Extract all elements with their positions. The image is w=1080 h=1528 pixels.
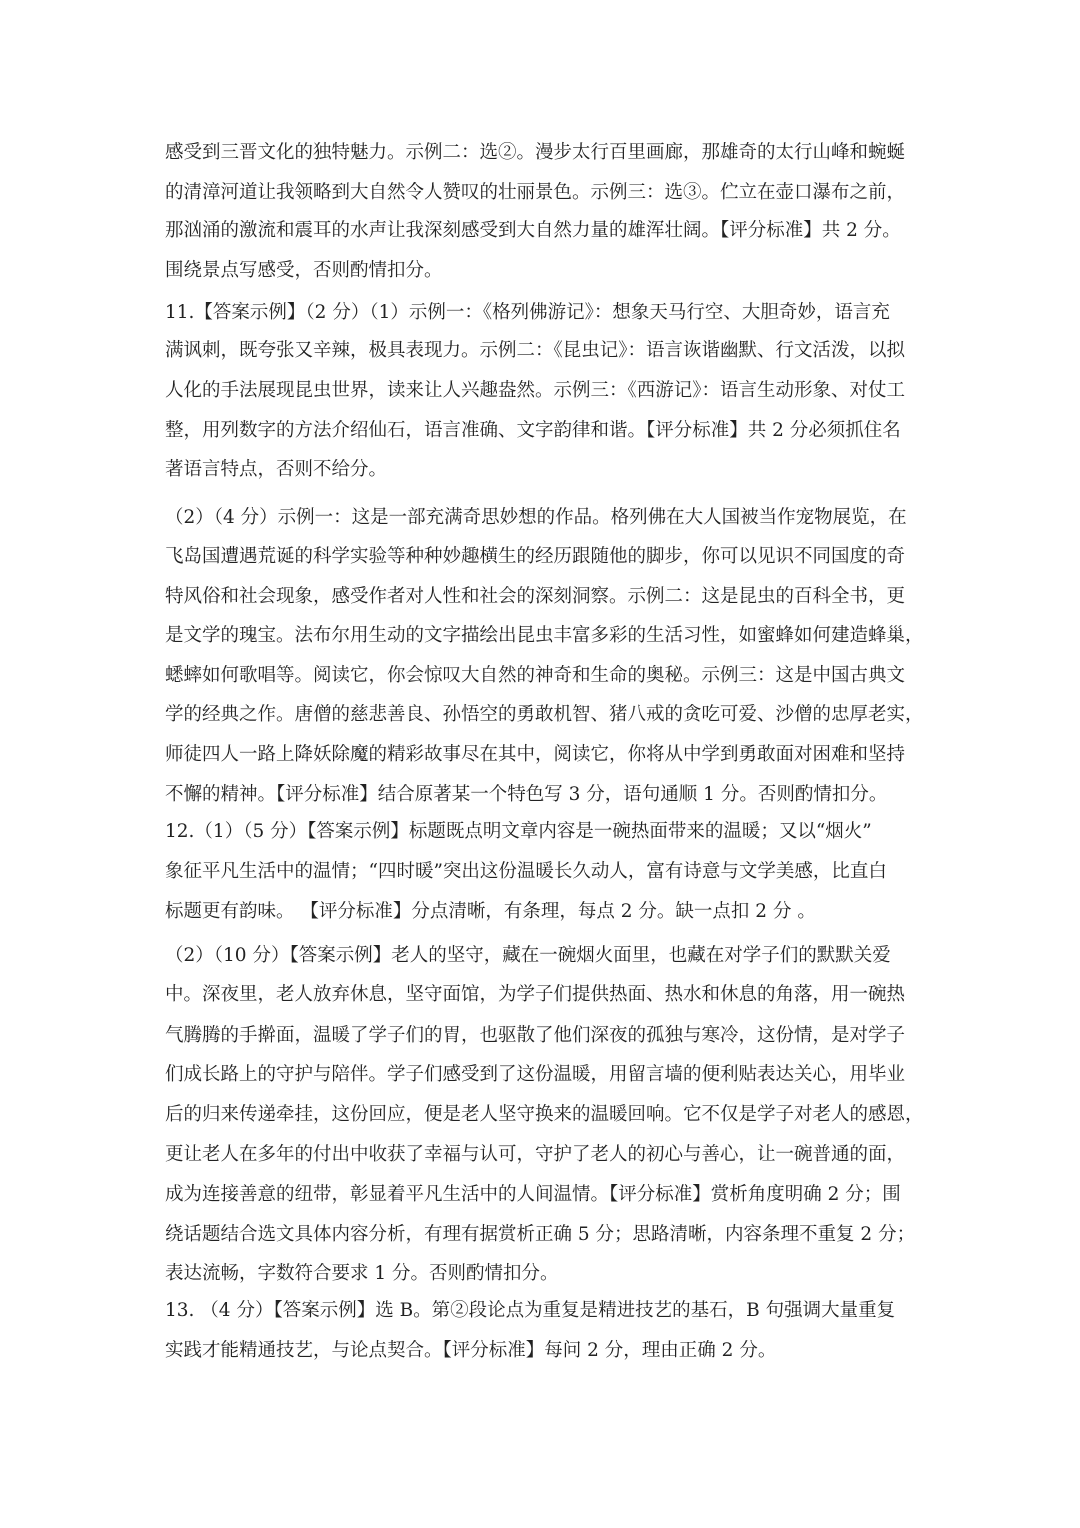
text-line: （2）（10 分）【答案示例】老人的坚守，藏在一碗烟火面里，也藏在对学子们的默默关爱 — [165, 945, 891, 966]
text-line: 不懈的精神。【评分标准】结合原著某一个特色写 3 分，语句通顺 1 分。否则酌情扣分。 — [165, 784, 888, 805]
text-line: 整，用列数字的方法介绍仙石，语言准确、文字韵律和谐。【评分标准】共 2 分必须抓住名 — [165, 420, 901, 441]
text-line: 标题更有韵味。 【评分标准】分点清晰，有条理，每点 2 分。缺一点扣 2 分 。 — [165, 901, 816, 922]
text-line: 13. （4 分）【答案示例】选 B。第②段论点为重复是精进技艺的基石，B 句强调大量重复 — [165, 1300, 896, 1321]
text-line: 中。深夜里，老人放弃休息，坚守面馆，为学子们提供热面、热水和休息的角落，用一碗热 — [165, 984, 906, 1005]
text-line: 气腾腾的手擀面，温暖了学子们的胃，也驱散了他们深夜的孤独与寒冷，这份情，是对学子 — [165, 1025, 906, 1046]
text-line: 满讽刺，既夸张又辛辣，极具表现力。示例二：《昆虫记》：语言诙谐幽默、行文活泼，以拟 — [165, 340, 906, 361]
text-line: 特风俗和社会现象，感受作者对人性和社会的深刻洞察。示例二：这是昆虫的百科全书，更 — [165, 586, 906, 607]
text-line: 们成长路上的守护与陪伴。学子们感受到了这份温暖，用留言墙的便利贴表达关心，用毕业 — [165, 1064, 906, 1085]
text-line: 实践才能精通技艺，与论点契合。【评分标准】每问 2 分，理由正确 2 分。 — [165, 1340, 777, 1361]
text-line: 人化的手法展现昆虫世界，读来让人兴趣盎然。示例三：《西游记》：语言生动形象、对仗工 — [165, 380, 906, 401]
text-line: 飞岛国遭遇荒诞的科学实验等种种妙趣横生的经历跟随他的脚步，你可以见识不同国度的奇 — [165, 546, 906, 567]
text-line: 著语言特点，否则不给分。 — [165, 459, 388, 480]
text-line: 11.【答案示例】（2 分）（1）示例一：《格列佛游记》：想象天马行空、大胆奇妙，语言充 — [165, 302, 890, 323]
text-line: 表达流畅，字数符合要求 1 分。否则酌情扣分。 — [165, 1263, 559, 1284]
text-line: 成为连接善意的纽带，彰显着平凡生活中的人间温情。【评分标准】赏析角度明确 2 分；围 — [165, 1184, 901, 1205]
text-line: 绕话题结合选文具体内容分析，有理有据赏析正确 5 分；思路清晰，内容条理不重复 2 分； — [165, 1224, 916, 1245]
text-line: 象征平凡生活中的温情；“四时暖”突出这份温暖长久动人，富有诗意与文学美感，比直白 — [165, 861, 887, 882]
text-line: 学的经典之作。唐僧的慈悲善良、孙悟空的勇敢机智、猪八戒的贪吃可爱、沙僧的忠厚老实， — [165, 704, 924, 725]
text-line: 的清漳河道让我领略到大自然令人赞叹的壮丽景色。示例三：选③。伫立在壶口瀑布之前， — [165, 182, 906, 203]
text-line: 那汹涌的激流和震耳的水声让我深刻感受到大自然力量的雄浑壮阔。【评分标准】共 2 分。 — [165, 220, 901, 241]
text-line: 更让老人在多年的付出中收获了幸福与认可，守护了老人的初心与善心，让一碗普通的面， — [165, 1144, 906, 1165]
text-line: 蟋蟀如何歌唱等。阅读它，你会惊叹大自然的神奇和生命的奥秘。示例三：这是中国古典文 — [165, 665, 906, 686]
text-line: 围绕景点写感受，否则酌情扣分。 — [165, 260, 443, 281]
text-line: 师徒四人一路上降妖除魔的精彩故事尽在其中，阅读它，你将从中学到勇敢面对困难和坚持 — [165, 744, 906, 765]
text-line: 是文学的瑰宝。法布尔用生动的文字描绘出昆虫丰富多彩的生活习性，如蜜蜂如何建造蜂巢， — [165, 625, 924, 646]
text-line: 后的归来传递牵挂，这份回应，便是老人坚守换来的温暖回响。它不仅是学子对老人的感恩， — [165, 1104, 924, 1125]
text-line: 12.（1）（5 分）【答案示例】标题既点明文章内容是一碗热面带来的温暖；又以“烟火” — [165, 821, 872, 842]
text-line: 感受到三晋文化的独特魅力。示例二：选②。漫步太行百里画廊，那雄奇的太行山峰和蜿蜒 — [165, 142, 906, 163]
text-line: （2）（4 分）示例一：这是一部充满奇思妙想的作品。格列佛在大人国被当作宠物展览，在 — [165, 507, 907, 528]
